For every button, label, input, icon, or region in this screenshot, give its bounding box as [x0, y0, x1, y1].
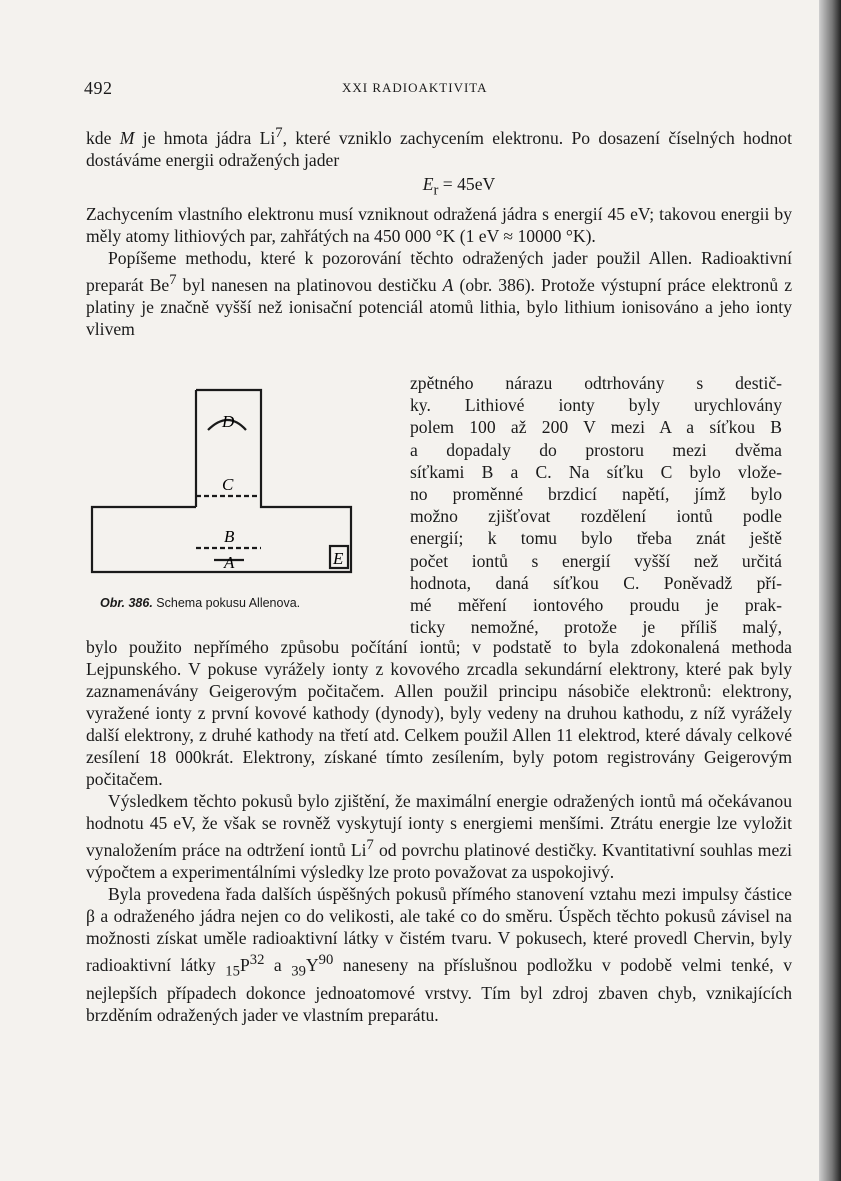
label-e: E [333, 549, 344, 568]
wrap-line: no proměnné brzdicí napětí, jímž bylo [410, 484, 782, 505]
wrap-line: a dopadaly do prostoru mezi dvěma [410, 439, 782, 460]
figure-caption: Obr. 386. Schema pokusu Allenova. [100, 596, 301, 610]
wrap-line: počet iontů s energií vyšší než určitá [410, 550, 782, 571]
wrap-line: zpětného nárazu odtrhovány s destič- [410, 373, 782, 393]
wrap-line: hodnota, daná síťkou C. Poněvadž pří- [410, 572, 782, 593]
label-c: C [222, 475, 234, 494]
wrap-line: mé měření iontového proudu je prak- [410, 595, 782, 616]
text-block-top [86, 122, 792, 340]
wrap-line: možno zjišťovat rozdělení iontů podle [410, 506, 782, 527]
text-block-bottom [86, 636, 792, 1026]
wrap-line: síťkami B a C. Na síťku C bylo vlože- [410, 461, 782, 482]
label-b: B [224, 527, 235, 546]
wrap-line: ticky nemožné, protože je příliš malý, [410, 617, 782, 638]
page-header [84, 80, 784, 102]
allen-apparatus-diagram [86, 372, 408, 612]
paragraph-4: bylo použito nepřímého způsobu počítání iontů; v podstatě to byla zdokonalená methoda Lejpunského. V pokuse vyrážely ionty z kovového zrcadla sekundární elektrony, které pak byly zaznamenávány Geigerovým počitačem. Allen použil principu násobiče elektronů: elektrony, vyražené ionty z první kovové kathody (dynody), byly vedeny na druhou kathodu, z níž vyrážely další elektrony, z druhé kathody na třetí atd. Celkem použil Allen 11 elektrod, které dávaly celkové zesílení 18 000krát. Elektrony, získané tímto zesílením, byly potom registrovány Geigerovým počitačem. [86, 637, 792, 789]
page-number: 492 [84, 78, 113, 98]
label-a: A [224, 553, 235, 572]
paragraph-5: Výsledkem těchto pokusů bylo zjištění, že maximální energie odražených iontů má očekávanou hodnotu 45 eV, že však se rovněž vyskytují ionty s energiemi menšími. Ztrátu energie lze vyložit vynaložením práce na odtržení iontů Li$^7$ od povrchu platinové destičky. Kvantitativní souhlas mezi výpočtem a experimentálními výsledky lze proto považovat za uspokojivý. [86, 791, 792, 882]
label-d: D [222, 412, 235, 431]
paragraph-6: Byla provedena řada dalších úspěšných pokusů přímého stanovení vztahu mezi impulsy částice β a odraženého jádra nejen co do velikosti, ale také co do směru. Úspěch těchto pokusů závisel na možnosti získat uměle radioaktivní látky v čistém tvaru. V pokusech, které provedl Chervin, byly radioaktivní látky $_{15}P^{32}$ a $_{39}Y^{90}$ naneseny na příslušnou podložku v podobě velmi tenké, v nejlepších případech dokonce jednoatomové vrstvy. Tím byl zdroj zbaven chyb, vznikajících brzděním odražených jader ve vlastním preparátu. [86, 883, 792, 1026]
wrap-line: polem 100 až 200 V mezi A a síťkou B [410, 417, 782, 438]
text-beside-figure [410, 372, 782, 638]
wrap-line: energií; k tomu bylo třeba znát ještě [410, 528, 782, 549]
running-head: XXI RADIOAKTIVITA [342, 80, 488, 95]
page-edge-shadow [819, 0, 841, 1181]
equation-energy: $E_r = 45eV$ [422, 173, 496, 199]
wrap-line: ky. Lithiové ionty byly urychlovány [410, 395, 782, 416]
paragraph-3: Popíšeme methodu, které k pozorování těchto odražených jader použil Allen. Radioaktivní preparát Be$^7$ byl nanesen na platinovou destičku A (obr. 386). Protože výstupní práce elektronů z platiny je značně vyšší než ionisační potenciál atomů lithia, bylo lithium ionisováno a jeho ionty vlivem [86, 248, 793, 340]
figure-386 [86, 372, 408, 612]
paragraph-1: kde M je hmota jádra Li$^7$, které vzniklo zachycením elektronu. Po dosazení číselných hodnot dostáváme energii odražených jader [86, 125, 792, 170]
paragraph-2: Zachycením vlastního elektronu musí vzniknout odražená jádra s energií 45 eV; takovou energii by měly atomy lithiových par, zahřátých na 450 000 °K (1 eV ≈ 10000 °K). [86, 204, 792, 247]
